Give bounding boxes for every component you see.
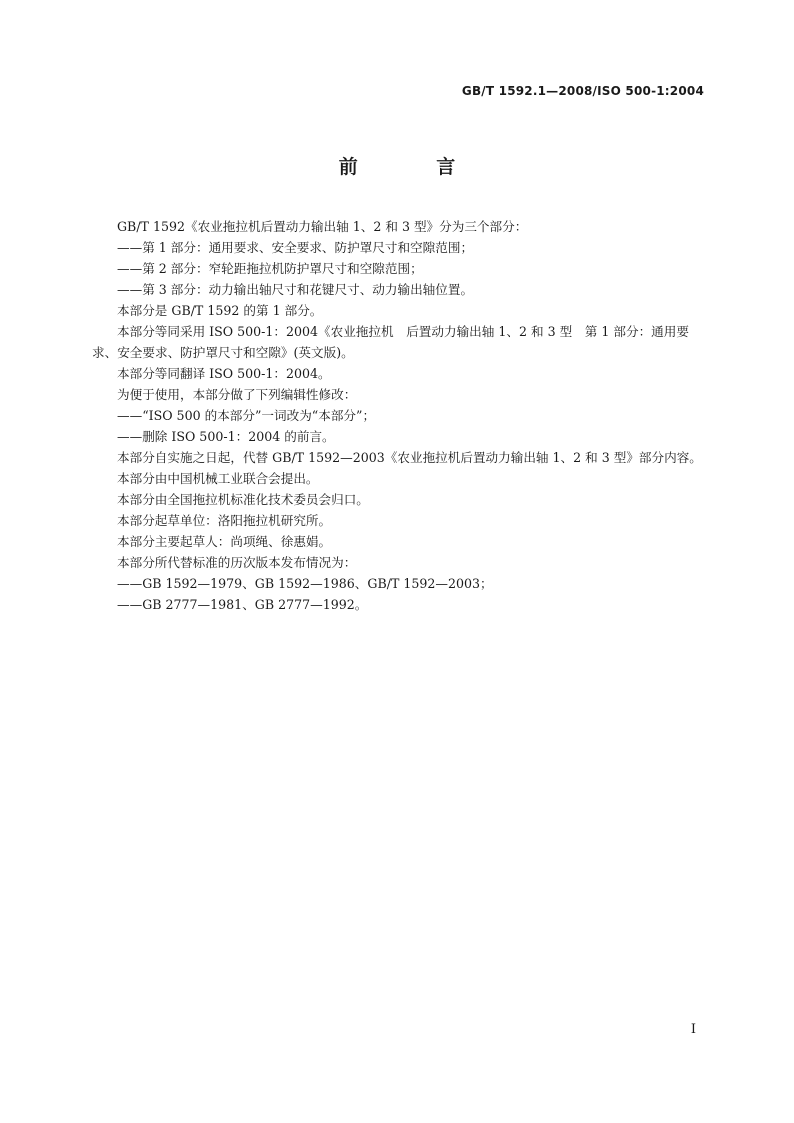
standard-code: GB/T 1592.1—2008/ISO 500-1:2004 [461, 84, 704, 98]
paragraph: ——“ISO 500 的本部分”一词改为“本部分”； [117, 408, 376, 423]
page-number: I [690, 1022, 696, 1037]
foreword-body [92, 216, 710, 615]
paragraph: 为便于使用，本部分做了下列编辑性修改： [117, 387, 357, 402]
paragraph: 本部分由全国拖拉机标准化技术委员会归口。 [117, 492, 369, 507]
paragraph: 本部分自实施之日起，代替 GB/T 1592—2003《农业拖拉机后置动力输出轴 1、2 和 3 型》部分内容。 [117, 450, 702, 465]
paragraph: ——GB 1592—1979、GB 1592—1986、GB/T 1592—2003； [117, 576, 493, 591]
paragraph: 本部分所代替标准的历次版本发布情况为： [117, 555, 357, 570]
paragraph: ——第 3 部分：动力输出轴尺寸和花键尺寸、动力输出轴位置。 [117, 282, 474, 297]
paragraph: 本部分等同采用 ISO 500-1：2004《农业拖拉机 后置动力输出轴 1、2 和 3 型 第 1 部分：通用要求、安全要求、防护罩尺寸和空隙》(英文版)。 [92, 324, 689, 360]
paragraph: 本部分等同翻译 ISO 500-1：2004。 [117, 366, 331, 381]
paragraph: GB/T 1592《农业拖拉机后置动力输出轴 1、2 和 3 型》分为三个部分： [117, 219, 528, 234]
paragraph: 本部分主要起草人：尚项绳、徐惠娟。 [117, 534, 332, 549]
paragraph: ——第 2 部分：窄轮距拖拉机防护罩尺寸和空隙范围； [117, 261, 423, 276]
paragraph: ——GB 2777—1981、GB 2777—1992。 [117, 597, 368, 612]
paragraph: 本部分是 GB/T 1592 的第 1 部分。 [117, 303, 323, 318]
paragraph: ——删除 ISO 500-1：2004 的前言。 [117, 429, 335, 444]
paragraph: 本部分起草单位：洛阳拖拉机研究所。 [117, 513, 332, 528]
paragraph: ——第 1 部分：通用要求、安全要求、防护罩尺寸和空隙范围； [117, 240, 474, 255]
paragraph: 本部分由中国机械工业联合会提出。 [117, 471, 319, 486]
page-title: 前 言 [338, 156, 492, 178]
